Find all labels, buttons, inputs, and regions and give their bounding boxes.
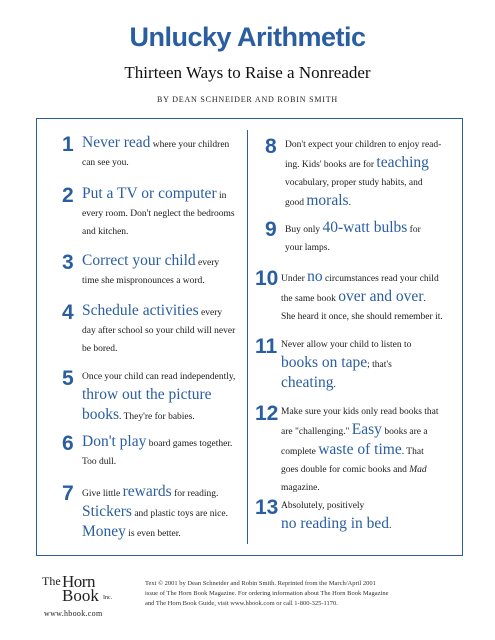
tip-segment: . That (401, 447, 424, 457)
tip-line (82, 205, 235, 223)
tip-line (82, 406, 235, 426)
tip-segment: ; that's (367, 360, 392, 370)
tip-segment: in (216, 191, 227, 201)
tip-segment: Absolutely, positively (281, 501, 365, 511)
tip-segment: time she mispronounces a word. (82, 276, 205, 286)
tip-line (281, 497, 391, 515)
tip-segment: Don't expect your children to enjoy read- (285, 140, 442, 150)
tip-line (281, 403, 439, 421)
tip-text (82, 252, 219, 290)
tip-line (82, 154, 229, 172)
tip-segment: vocabulary, proper study habits, and (285, 178, 423, 188)
tip-text (82, 302, 235, 358)
logo-the: The (42, 574, 61, 588)
tip-line (82, 302, 235, 322)
tip-segment: goes double for comic books and (281, 465, 410, 475)
tip-line (82, 368, 235, 386)
tip-segment: ing. Kids' books are for (285, 160, 377, 170)
tip-segment: . (423, 294, 426, 304)
copyright-notice (145, 579, 470, 609)
tip-segment: for (407, 225, 421, 235)
tip-number: 1 (62, 133, 74, 156)
tip-number: 4 (62, 301, 74, 324)
tip-emphasis: waste of time (318, 441, 402, 458)
tip-segment: good (285, 198, 307, 208)
tip-line (285, 219, 421, 239)
logo-url[interactable]: www.hbook.com (44, 609, 103, 618)
tip-line (82, 252, 219, 272)
tip-segment: . (333, 380, 336, 390)
column-divider (247, 130, 248, 544)
tip-segment: and plastic toys are nice. (131, 509, 228, 519)
tip-segment: complete (281, 447, 319, 457)
tip-line (285, 174, 441, 192)
tip-text (281, 336, 411, 394)
tip-line (82, 185, 235, 205)
tip-segment: Mad (409, 465, 427, 475)
tip-line (82, 483, 228, 503)
tip-segment: be bored. (82, 344, 118, 354)
tip-segment: the same book (281, 294, 339, 304)
tip-line (285, 192, 441, 212)
tip-line (82, 322, 235, 340)
tip-line (281, 479, 439, 497)
tip-line (281, 421, 439, 441)
tip-emphasis: teaching (376, 154, 429, 171)
tip-emphasis: books (82, 406, 120, 423)
tip-emphasis: rewards (122, 483, 172, 500)
tip-line (281, 354, 411, 374)
tip-line (281, 515, 391, 535)
tip-number: 12 (255, 402, 279, 425)
tip-line (281, 441, 439, 461)
tip-text (285, 136, 441, 212)
tip-line (285, 136, 441, 154)
tip-segment: your lamps. (285, 243, 330, 253)
tip-text (82, 483, 228, 543)
tip-line (281, 268, 443, 288)
tip-segment: She heard it once, she should remember it. (281, 312, 443, 322)
tip-number: 8 (265, 135, 277, 158)
tip-line (281, 308, 443, 326)
tip-number: 13 (255, 496, 279, 519)
page-title: Unlucky Arithmetic (129, 22, 366, 52)
tip-segment: . (348, 198, 351, 208)
tip-emphasis: 40-watt bulbs (322, 219, 408, 236)
tip-segment: and kitchen. (82, 227, 129, 237)
copyright-line: Text © 2001 by Dean Schneider and Robin Smith. Reprinted from the March/April 2001 (145, 580, 376, 587)
tip-emphasis: morals (306, 192, 349, 209)
tip-emphasis: throw out the picture (82, 386, 212, 403)
tip-line (281, 374, 411, 394)
tip-emphasis: Put a TV or computer (82, 185, 217, 202)
tip-segment: day after school so your child will never (82, 326, 236, 336)
logo-book: Book (62, 586, 99, 605)
tip-emphasis: Don't play (82, 433, 147, 450)
tip-segment: is even better. (125, 529, 181, 539)
tip-number: 9 (265, 218, 277, 241)
tip-number: 11 (255, 335, 278, 358)
tip-line (82, 503, 228, 523)
tip-segment: Under (281, 274, 308, 284)
tip-segment: Once your child can read independently, (82, 372, 236, 382)
tip-segment: . They're for babies. (119, 412, 195, 422)
tip-emphasis: Easy (351, 421, 382, 438)
logo-horn: Horn (62, 572, 95, 591)
tip-emphasis: Never read (82, 134, 151, 151)
page-subtitle: Thirteen Ways to Raise a Nonreader (124, 63, 371, 82)
copyright-line: issue of The Horn Book Magazine. For ordering information about The Horn Book Magazine (145, 590, 389, 597)
tip-segment: can see you. (82, 158, 129, 168)
tip-line (281, 461, 439, 479)
tip-line (82, 453, 232, 471)
tip-line (82, 386, 235, 406)
tip-text (285, 219, 421, 257)
tip-emphasis: Schedule activities (82, 302, 199, 319)
logo-inc: Inc. (103, 595, 113, 601)
tip-segment: Make sure your kids only read books that (281, 407, 439, 417)
tip-text (281, 268, 443, 326)
tip-line (82, 223, 235, 241)
tip-number: 2 (62, 184, 74, 207)
tip-emphasis: over and over (338, 288, 424, 305)
tip-emphasis: books on tape (281, 354, 368, 371)
tip-emphasis: Stickers (82, 503, 132, 520)
tip-text (82, 368, 235, 426)
tip-text (281, 403, 439, 497)
tip-emphasis: cheating (281, 374, 334, 391)
tip-segment: magazine. (281, 483, 320, 493)
tip-line (285, 154, 441, 174)
tip-text (82, 433, 232, 471)
horn-book-logo (40, 572, 120, 618)
tip-segment: Never allow your child to listen to (281, 340, 412, 350)
tip-line (82, 134, 229, 154)
tip-line (281, 336, 411, 354)
byline: BY DEAN SCHNEIDER AND ROBIN SMITH (157, 95, 338, 104)
tip-line (82, 433, 232, 453)
tip-segment: every (198, 308, 223, 318)
tip-line (285, 239, 421, 257)
tip-segment: for reading. (171, 489, 219, 499)
tip-line (82, 272, 219, 290)
tip-line (82, 523, 228, 543)
tip-emphasis: no (307, 268, 323, 285)
tip-segment: Give little (82, 489, 123, 499)
tip-emphasis: no reading in bed (281, 515, 390, 532)
tip-line (281, 288, 443, 308)
tip-line (82, 340, 235, 358)
tip-text (82, 185, 235, 241)
tip-segment: board games together. (146, 439, 233, 449)
tip-segment: Buy only (285, 225, 323, 235)
tip-segment: are "challenging." (281, 427, 352, 437)
tip-emphasis: Money (82, 523, 126, 540)
tip-number: 5 (62, 367, 74, 390)
tip-text (281, 497, 391, 535)
tip-number: 3 (62, 251, 74, 274)
copyright-line: and The Horn Book Guide, visit www.hbook.com or call 1-800-325-1170. (145, 600, 338, 607)
tip-segment: circumstances read your child (322, 274, 439, 284)
tip-number: 6 (62, 432, 74, 455)
tip-segment: every (195, 258, 220, 268)
tip-emphasis: Correct your child (82, 252, 196, 269)
tip-number: 10 (255, 267, 279, 290)
tip-segment: every room. Don't neglect the bedrooms (82, 209, 235, 219)
tip-segment: books are a (381, 427, 428, 437)
tip-segment: where your children (150, 140, 230, 150)
tip-text (82, 134, 229, 172)
tip-segment: Too dull. (82, 457, 117, 467)
tip-number: 7 (62, 482, 74, 505)
tip-segment: . (389, 521, 392, 531)
